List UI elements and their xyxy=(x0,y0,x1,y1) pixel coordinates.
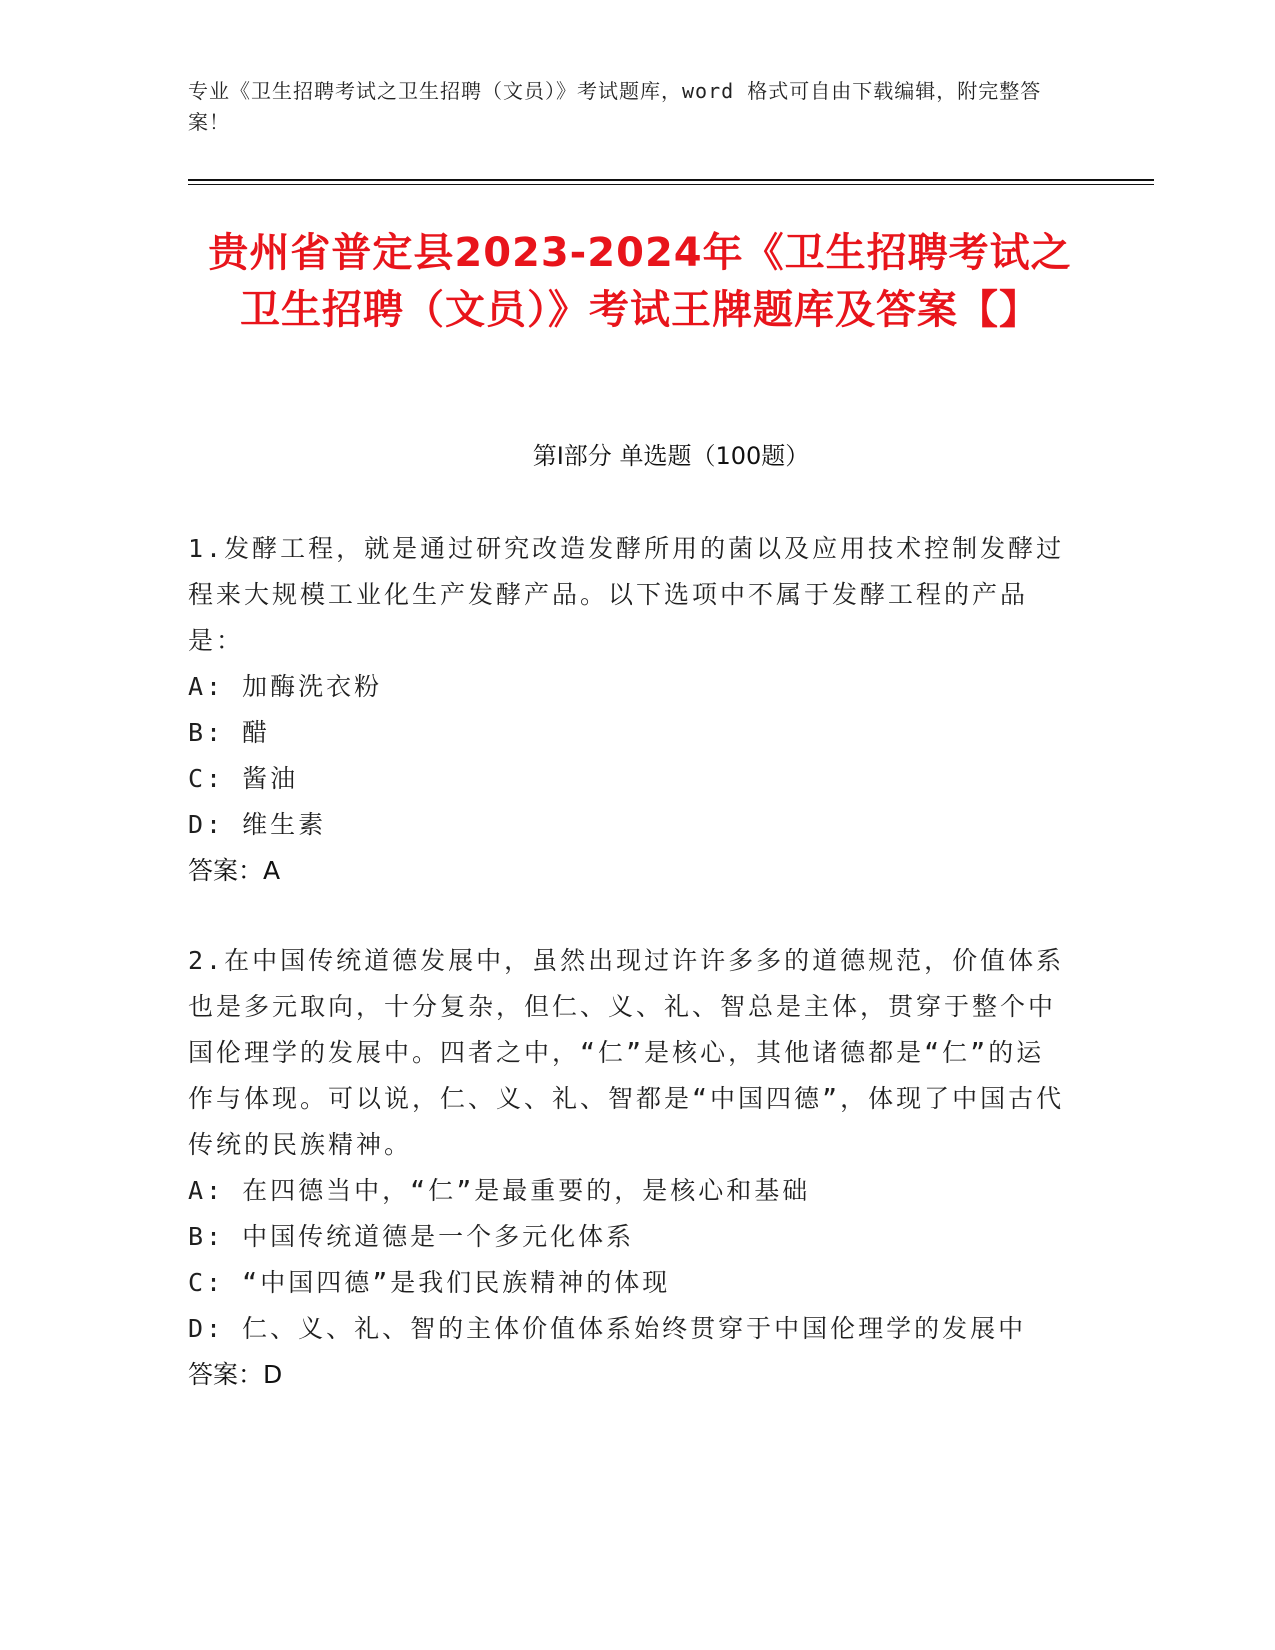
header-rule-thick xyxy=(188,179,1154,181)
answer-line: 答案：D xyxy=(188,1360,283,1389)
question-stem: 2.在中国传统道德发展中，虽然出现过许许多多的道德规范，价值体系也是多元取向，十分复杂，但仁、义、礼、智总是主体，贯穿于整个中国伦理学的发展中。四者之中，“仁”是核心，其他诸德都是“仁”的运作与体现。可以说，仁、义、礼、智都是“中国四德”，体现了中国古代传统的民族精神。 xyxy=(188,946,1065,1159)
header-note: 专业《卫生招聘考试之卫生招聘（文员）》考试题库，word 格式可自由下载编辑，附完整答案！ xyxy=(188,79,1042,134)
option-c: C: “中国四德”是我们民族精神的体现 xyxy=(188,1268,671,1297)
option-a: A: 在四德当中，“仁”是最重要的，是核心和基础 xyxy=(188,1176,811,1205)
question-block xyxy=(188,526,1068,894)
option-a: A: 加酶洗衣粉 xyxy=(188,672,383,701)
option-d: D: 仁、义、礼、智的主体价值体系始终贯穿于中国伦理学的发展中 xyxy=(188,1314,1027,1343)
option-c: C: 酱油 xyxy=(188,764,299,793)
answer-line: 答案：A xyxy=(188,856,281,885)
document-title: 贵州省普定县2023-2024年《卫生招聘考试之卫生招聘（文员）》考试王牌题库及答案【】 xyxy=(208,230,1072,333)
section-heading: 第I部分 单选题（100题） xyxy=(532,442,810,470)
header-rule-thin xyxy=(188,184,1154,185)
option-b: B: 中国传统道德是一个多元化体系 xyxy=(188,1222,635,1251)
option-d: D: 维生素 xyxy=(188,810,327,839)
question-stem: 1.发酵工程，就是通过研究改造发酵所用的菌以及应用技术控制发酵过程来大规模工业化生产发酵产品。以下选项中不属于发酵工程的产品是： xyxy=(188,534,1065,655)
question-block xyxy=(188,938,1068,1398)
option-b: B: 醋 xyxy=(188,718,271,747)
